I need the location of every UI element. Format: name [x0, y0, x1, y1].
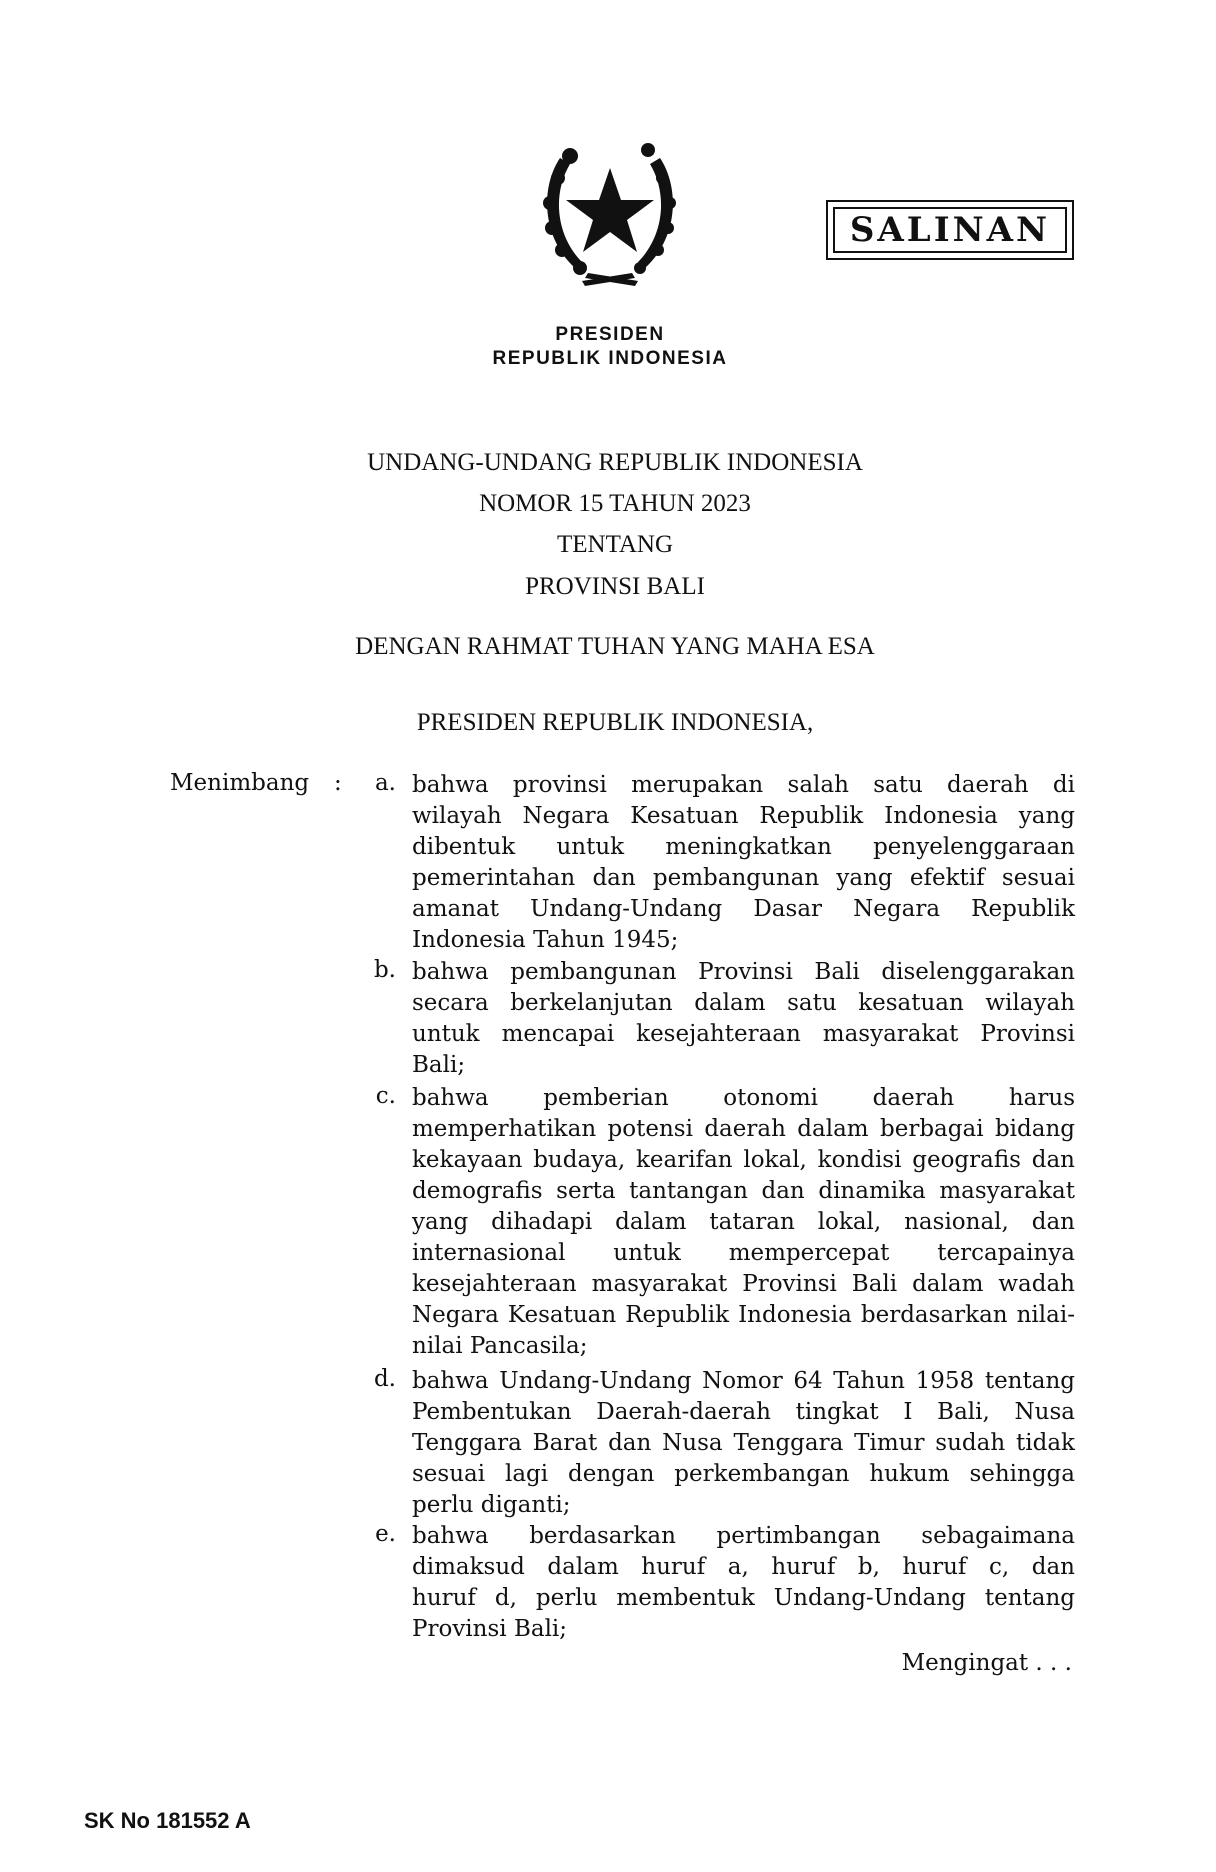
text-line: pemerintahan dan pembangunan yang efektif sesuai	[412, 865, 1075, 891]
text-line: Tenggara Barat dan Nusa Tenggara Timur sudah tidak	[412, 1430, 1075, 1456]
text-line: memperhatikan potensi daerah dalam berbagai bidang	[412, 1116, 1075, 1142]
preamble: DENGAN RAHMAT TUHAN YANG MAHA ESA	[355, 633, 875, 660]
text-line: internasional untuk mempercepat tercapainya	[412, 1240, 1075, 1266]
item-letter: b.	[373, 957, 396, 983]
text-line: dibentuk untuk meningkatkan penyelenggaraan	[412, 834, 1075, 860]
text-line: kesejahteraan masyarakat Provinsi Bali dalam wadah	[412, 1271, 1075, 1297]
text-line: Bali;	[412, 1052, 466, 1078]
text-line: wilayah Negara Kesatuan Republik Indonesia yang	[412, 803, 1075, 829]
item-text	[412, 957, 1075, 1081]
text-line: kekayaan budaya, kearifan lokal, kondisi geografis dan	[412, 1147, 1075, 1173]
text-line: Pembentukan Daerah-daerah tingkat I Bali, Nusa	[412, 1399, 1075, 1425]
text-line: yang dihadapi dalam tataran lokal, nasional, dan	[412, 1209, 1075, 1235]
text-line: nilai Pancasila;	[412, 1333, 588, 1359]
next-page-catchword: Mengingat . . .	[901, 1650, 1072, 1676]
item-letter: d.	[373, 1366, 396, 1392]
text-line: huruf d, perlu membentuk Undang-Undang tentang	[412, 1585, 1075, 1611]
text-line: demografis serta tantangan dan dinamika masyarakat	[412, 1178, 1075, 1204]
text-line: perlu diganti;	[412, 1492, 571, 1518]
title-line-4: PROVINSI BALI	[525, 573, 705, 600]
text-line: bahwa provinsi merupakan salah satu daerah di	[412, 772, 1075, 798]
text-line: untuk mencapai kesejahteraan masyarakat Provinsi	[412, 1021, 1075, 1047]
salinan-stamp	[826, 200, 1074, 260]
text-line: bahwa pemberian otonomi daerah harus	[412, 1085, 1075, 1111]
salinan-text: SALINAN	[833, 207, 1067, 253]
item-text	[412, 770, 1075, 956]
title-line-2: NOMOR 15 TAHUN 2023	[479, 490, 751, 517]
item-letter: a.	[374, 770, 396, 796]
text-line: secara berkelanjutan dalam satu kesatuan wilayah	[412, 990, 1075, 1016]
item-letter: e.	[375, 1521, 396, 1547]
title-line-1: UNDANG-UNDANG REPUBLIK INDONESIA	[367, 449, 863, 476]
presiden-emblem-icon	[530, 128, 690, 298]
emblem-label	[440, 323, 780, 371]
emblem-line-1: PRESIDEN	[555, 324, 665, 345]
text-line: sesuai lagi dengan perkembangan hukum sehingga	[412, 1461, 1075, 1487]
president-line: PRESIDEN REPUBLIK INDONESIA,	[416, 709, 814, 736]
item-text	[412, 1521, 1075, 1645]
text-line: bahwa Undang-Undang Nomor 64 Tahun 1958 tentang	[412, 1368, 1075, 1394]
text-line: bahwa pembangunan Provinsi Bali diselenggarakan	[412, 959, 1075, 985]
text-line: Indonesia Tahun 1945;	[412, 927, 679, 953]
text-line: bahwa berdasarkan pertimbangan sebagaimana	[412, 1523, 1075, 1549]
title-line-3: TENTANG	[556, 531, 674, 558]
item-text	[412, 1083, 1075, 1362]
menimbang-colon: :	[334, 770, 342, 796]
text-line: amanat Undang-Undang Dasar Negara Republik	[412, 896, 1075, 922]
text-line: dimaksud dalam huruf a, huruf b, huruf c, dan	[412, 1554, 1075, 1580]
emblem-line-2: REPUBLIK INDONESIA	[492, 348, 728, 369]
text-line: Negara Kesatuan Republik Indonesia berdasarkan nilai-	[412, 1302, 1075, 1328]
sk-number: SK No 181552 A	[84, 1808, 251, 1833]
item-letter: c.	[375, 1083, 396, 1109]
menimbang-label: Menimbang	[170, 770, 310, 796]
text-line: Provinsi Bali;	[412, 1616, 568, 1642]
item-text	[412, 1366, 1075, 1521]
